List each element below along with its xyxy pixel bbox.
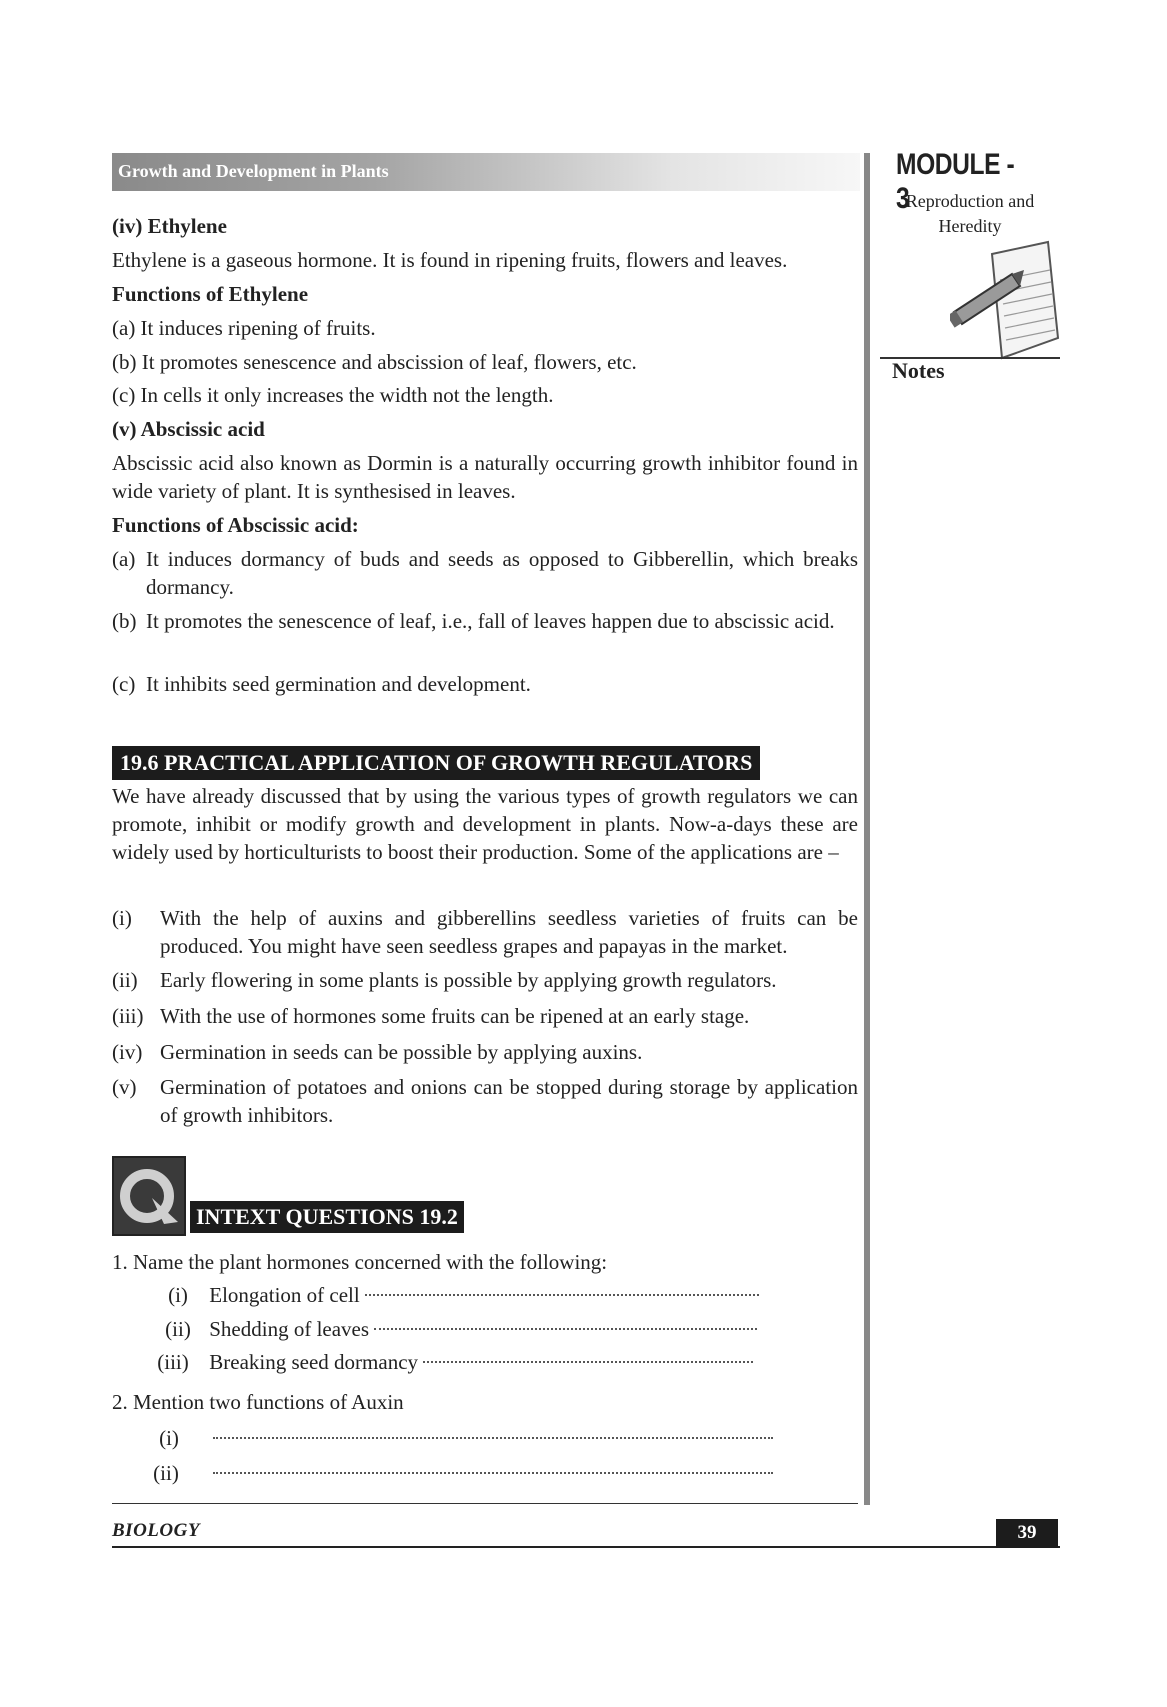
answer-blank[interactable] [365,1294,759,1296]
list-item-label: (c) [112,672,136,696]
module-subtitle [884,189,1056,239]
question-icon [112,1156,186,1236]
list-item [112,1038,858,1066]
question-1-item [156,1315,757,1343]
abscissic-intro: Abscissic acid also known as Dormin is a naturally occurring growth inhibitor found in wide variety of plant. It is synthesised in leaves. [112,451,858,503]
page-number: 39 [996,1519,1058,1548]
question-item-label: (ii) [165,1317,191,1341]
list-item: (b) It promotes senescence and abscission of leaf, flowers, etc. [112,350,637,374]
module-subtitle-line1: Reproduction and [905,191,1035,211]
question-item-text: Breaking seed dormancy [209,1350,419,1374]
question-q-icon [114,1158,184,1234]
question-item-text: Elongation of cell [209,1283,360,1307]
question-item-label: (i) [168,1283,188,1307]
list-item [112,670,858,698]
question-item-label: (iii) [157,1350,189,1374]
list-item [112,904,858,960]
question-1: 1. Name the plant hormones concerned with the following: [112,1250,608,1274]
notes-label: Notes [892,358,945,383]
running-header [112,153,860,191]
list-item-label: (v) [112,1075,137,1099]
list-item-label: (b) [112,609,137,633]
list-item-label: (iv) [112,1040,143,1064]
list-item-label: (a) [112,547,136,571]
list-item-text: With the help of auxins and gibberellins seedless varieties of fruits can be produced. You might have seen seedless grapes and papayas in the market. [160,906,858,958]
question-item-label: (i) [159,1426,179,1450]
footer-subject: BIOLOGY [112,1520,200,1541]
intext-heading: INTEXT QUESTIONS 19.2 [190,1201,464,1233]
list-item [112,966,858,994]
footer-rule [112,1546,1060,1548]
list-item [112,607,858,635]
list-item-text: It induces dormancy of buds and seeds as opposed to Gibberellin, which breaks dormancy. [146,547,858,599]
question-2: 2. Mention two functions of Auxin [112,1390,404,1414]
question-2-item [150,1459,773,1487]
list-item-text: It promotes the senescence of leaf, i.e., fall of leaves happen due to abscissic acid. [146,609,835,633]
section-intro: We have already discussed that by using the various types of growth regulators we can promote, inhibit or modify growth and development in plants. Now-a-days these are widely used by horticulturists to boost their production. Some of the applications are – [112,784,858,864]
ethylene-heading: (iv) Ethylene [112,214,227,238]
module-subtitle-line2: Heredity [938,216,1002,236]
list-item: (a) It induces ripening of fruits. [112,316,376,340]
list-item-text: Early flowering in some plants is possible by applying growth regulators. [160,968,777,992]
question-1-item [156,1281,759,1309]
list-item-text: It inhibits seed germination and development. [146,672,531,696]
list-item [112,1002,858,1030]
answer-blank[interactable] [213,1437,773,1439]
section-heading: 19.6 PRACTICAL APPLICATION OF GROWTH REGULATORS [112,746,760,780]
question-item-label: (ii) [153,1461,179,1485]
list-item-text: With the use of hormones some fruits can be ripened at an early stage. [160,1004,750,1028]
list-item: (c) In cells it only increases the width not the length. [112,383,554,407]
module-title: MODULE - 3 [896,148,1015,215]
running-header-title: Growth and Development in Plants [118,161,389,181]
margin-divider [864,153,870,1505]
list-item-label: (i) [112,906,132,930]
list-item-label: (ii) [112,968,138,992]
list-item-text: Germination of potatoes and onions can be stopped during storage by application of growth inhibitors. [160,1075,858,1127]
question-1-item [146,1348,753,1376]
question-2-item [156,1424,773,1452]
content-bottom-rule [112,1503,858,1504]
abscissic-functions-heading: Functions of Abscissic acid: [112,513,359,537]
list-item [112,545,858,601]
list-item [112,1073,858,1129]
abscissic-heading: (v) Abscissic acid [112,417,265,441]
list-item-text: Germination in seeds can be possible by applying auxins. [160,1040,643,1064]
notes-pencil-icon [950,240,1060,365]
answer-blank[interactable] [423,1361,753,1363]
question-item-text: Shedding of leaves [209,1317,370,1341]
list-item-label: (iii) [112,1004,144,1028]
ethylene-intro: Ethylene is a gaseous hormone. It is found in ripening fruits, flowers and leaves. [112,248,788,272]
answer-blank[interactable] [374,1328,757,1330]
ethylene-functions-heading: Functions of Ethylene [112,282,309,306]
answer-blank[interactable] [213,1472,773,1474]
